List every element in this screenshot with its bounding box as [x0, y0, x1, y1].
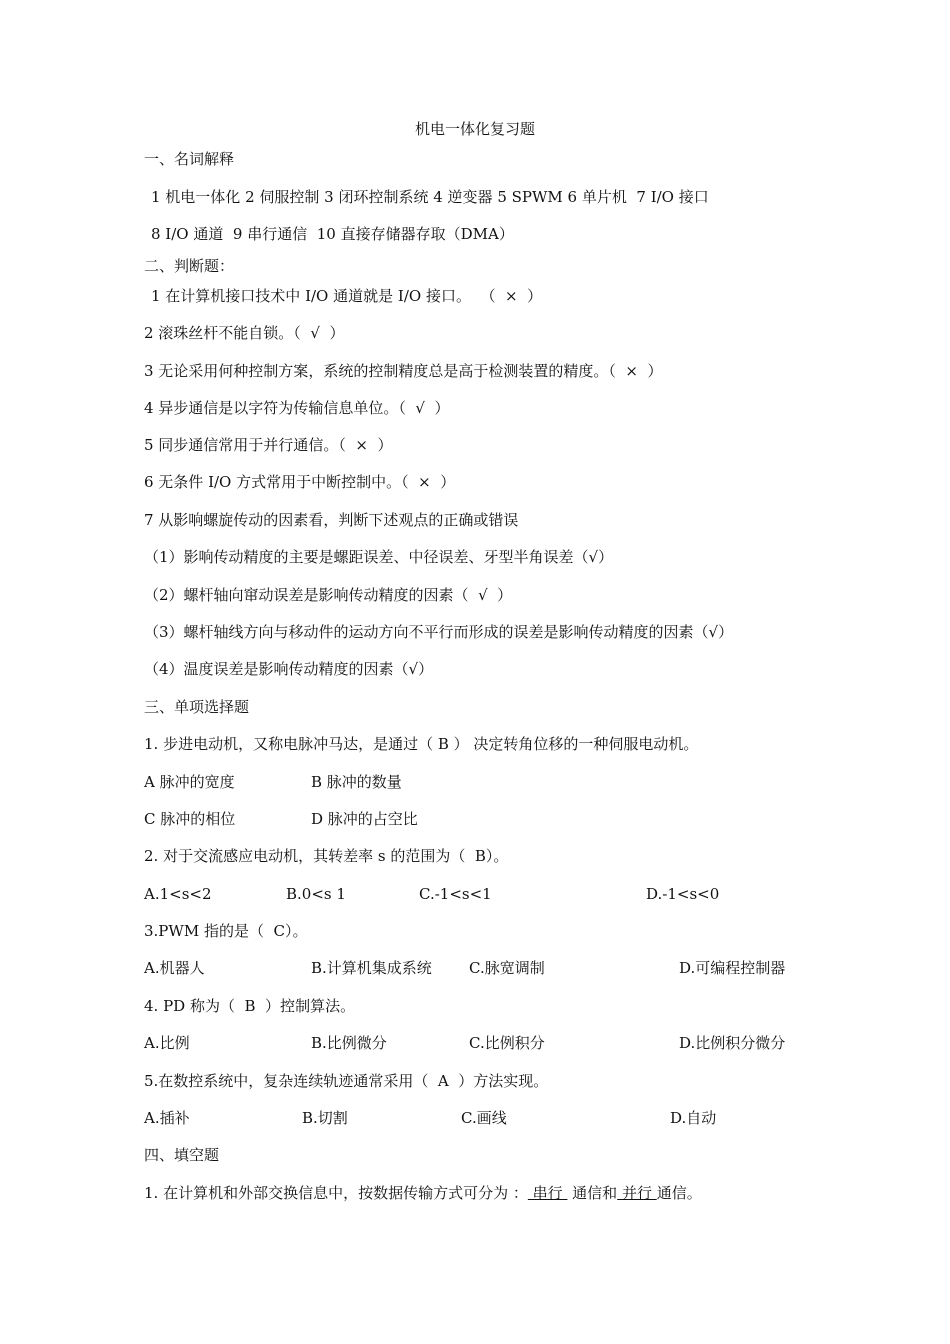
judge-q7: 7 从影响螺旋传动的因素看，判断下述观点的正确或错误	[144, 511, 519, 529]
choice-q4-option-b: B.比例微分	[311, 1034, 387, 1052]
choice-q2: 2. 对于交流感应电动机，其转差率 s 的范围为（ B）。	[144, 847, 509, 865]
judge-q7-4: （4）温度误差是影响传动精度的因素（√）	[144, 660, 434, 678]
choice-q1-option-c: C 脉冲的相位	[144, 810, 236, 828]
choice-q1-option-a: A 脉冲的宽度	[144, 773, 235, 791]
choice-q4-option-a: A.比例	[144, 1034, 190, 1052]
choice-q4-option-c: C.比例积分	[469, 1034, 545, 1052]
judge-q6: 6 无条件 I/O 方式常用于中断控制中。（ × ）	[144, 473, 456, 491]
fill-q1-middle: 通信和	[567, 1184, 618, 1202]
judge-q2: 2 滚珠丝杆不能自锁。（ √ ）	[144, 324, 345, 342]
judge-q7-1: （1）影响传动精度的主要是螺距误差、中径误差、牙型半角误差（√）	[144, 548, 614, 566]
section-2-heading: 二、判断题：	[144, 257, 235, 275]
judge-q4: 4 异步通信是以字符为传输信息单位。（ √ ）	[144, 399, 450, 417]
choice-q4: 4. PD 称为（ B ）控制算法。	[144, 997, 356, 1015]
choice-q3: 3.PWM 指的是（ C）。	[144, 922, 308, 940]
judge-q3: 3 无论采用何种控制方案，系统的控制精度总是高于检测装置的精度。（ × ）	[144, 362, 663, 380]
choice-q3-option-c: C.脉宽调制	[469, 959, 545, 977]
section-4-heading: 四、填空题	[144, 1146, 220, 1164]
fill-q1-answer-1: 串行	[527, 1184, 568, 1202]
choice-q3-option-d: D.可编程控制器	[679, 959, 786, 977]
fill-q1	[144, 1183, 702, 1203]
document-title: 机电一体化复习题	[414, 120, 535, 138]
fill-q1-answer-2: 并行	[617, 1184, 657, 1202]
fill-q1-suffix: 通信。	[656, 1184, 702, 1202]
terms-row-2: 8 I/O 通道 9 串行通信 10 直接存储器存取（DMA）	[151, 225, 514, 243]
judge-q1: 1 在计算机接口技术中 I/O 通道就是 I/O 接口。 （ × ）	[151, 287, 543, 305]
choice-q2-option-a: A.1<s<2	[144, 885, 212, 903]
fill-q1-prefix: 1. 在计算机和外部交换信息中，按数据传输方式可分为 ：	[144, 1184, 528, 1202]
choice-q1-option-d: D 脉冲的占空比	[311, 810, 418, 828]
choice-q5-option-d: D.自动	[670, 1109, 717, 1127]
section-1-heading: 一、名词解释	[144, 150, 235, 168]
choice-q2-option-c: C.-1<s<1	[419, 885, 492, 903]
choice-q3-option-b: B.计算机集成系统	[311, 959, 432, 977]
choice-q5: 5.在数控系统中，复杂连续轨迹通常采用（ A ）方法实现。	[144, 1072, 549, 1090]
section-3-heading: 三、单项选择题	[144, 698, 250, 716]
judge-q5: 5 同步通信常用于并行通信。（ × ）	[144, 436, 393, 454]
choice-q2-option-b: B.0<s 1	[286, 885, 346, 903]
choice-q1: 1. 步进电动机，又称电脉冲马达，是通过（ B ） 决定转角位移的一种伺服电动机。	[144, 735, 699, 753]
choice-q1-option-b: B 脉冲的数量	[311, 773, 402, 791]
choice-q5-option-a: A.插补	[144, 1109, 190, 1127]
judge-q7-2: （2）螺杆轴向窜动误差是影响传动精度的因素（ √ ）	[144, 586, 513, 604]
choice-q4-option-d: D.比例积分微分	[679, 1034, 786, 1052]
choice-q3-option-a: A.机器人	[144, 959, 205, 977]
judge-q7-3: （3）螺杆轴线方向与移动件的运动方向不平行而形成的误差是影响传动精度的因素（√）	[144, 623, 734, 641]
choice-q5-option-b: B.切割	[302, 1109, 348, 1127]
choice-q2-option-d: D.-1<s<0	[646, 885, 720, 903]
terms-row-1: 1 机电一体化 2 伺服控制 3 闭环控制系统 4 逆变器 5 SPWM 6 单片机 7 I/O 接口	[151, 188, 709, 206]
choice-q5-option-c: C.画线	[461, 1109, 507, 1127]
